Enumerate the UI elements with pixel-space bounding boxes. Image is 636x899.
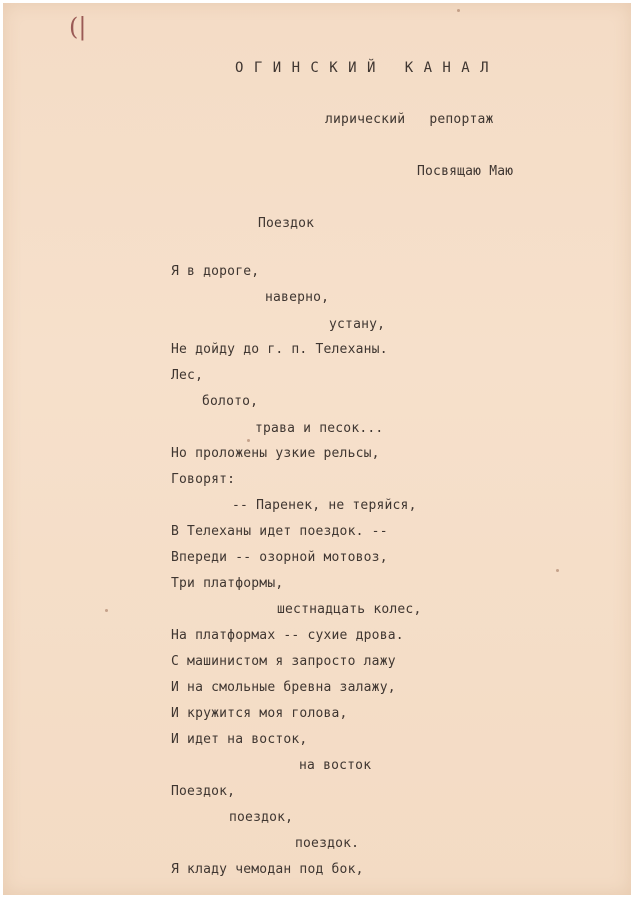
poem-line: Впереди -- озорной мотовоз, [171, 550, 388, 565]
poem-line: Говорят: [171, 472, 236, 487]
poem-line: И на смольные бревна залажу, [171, 680, 396, 695]
poem-line: На платформах -- сухие дрова. [171, 628, 404, 643]
paper-speck [556, 569, 559, 572]
poem-line: устану, [329, 317, 386, 332]
dedication: Посвящаю Маю [417, 164, 514, 179]
corner-handwritten-mark: (| [69, 13, 87, 41]
poem-line: Я в дороге, [171, 264, 260, 279]
paper-speck [247, 439, 250, 442]
poem-line: Три платформы, [171, 576, 284, 591]
poem-line: поездок. [295, 836, 360, 851]
poem-line: В Телеханы идет поездок. -- [171, 524, 388, 539]
poem-line: Не дойду до г. п. Телеханы. [171, 342, 388, 357]
poem-line: шестнадцать колес, [277, 602, 422, 617]
poem-line: болото, [202, 394, 259, 409]
poem-line: поездок, [229, 810, 294, 825]
poem-line: С машинистом я запросто лажу [171, 654, 396, 669]
document-title: О Г И Н С К И Й К А Н А Л [235, 60, 490, 76]
poem-line: наверно, [265, 290, 330, 305]
poem-line: И идет на восток, [171, 732, 308, 747]
poem-line: Я кладу чемодан под бок, [171, 862, 364, 877]
paper-speck [457, 9, 460, 12]
section-title: Поездок [258, 216, 315, 231]
poem-line: трава и песок... [255, 421, 384, 436]
poem-line: Поездок, [171, 784, 236, 799]
paper-sheet [3, 3, 631, 895]
poem-line: -- Паренек, не теряйся, [232, 498, 417, 513]
poem-line: Но проложены узкие рельсы, [171, 446, 380, 461]
poem-line: Лес, [171, 368, 204, 383]
poem-line: И кружится моя голова, [171, 706, 348, 721]
paper-speck [105, 609, 108, 612]
poem-line: на восток [299, 758, 372, 773]
document-subtitle: лирический репортаж [325, 112, 494, 127]
